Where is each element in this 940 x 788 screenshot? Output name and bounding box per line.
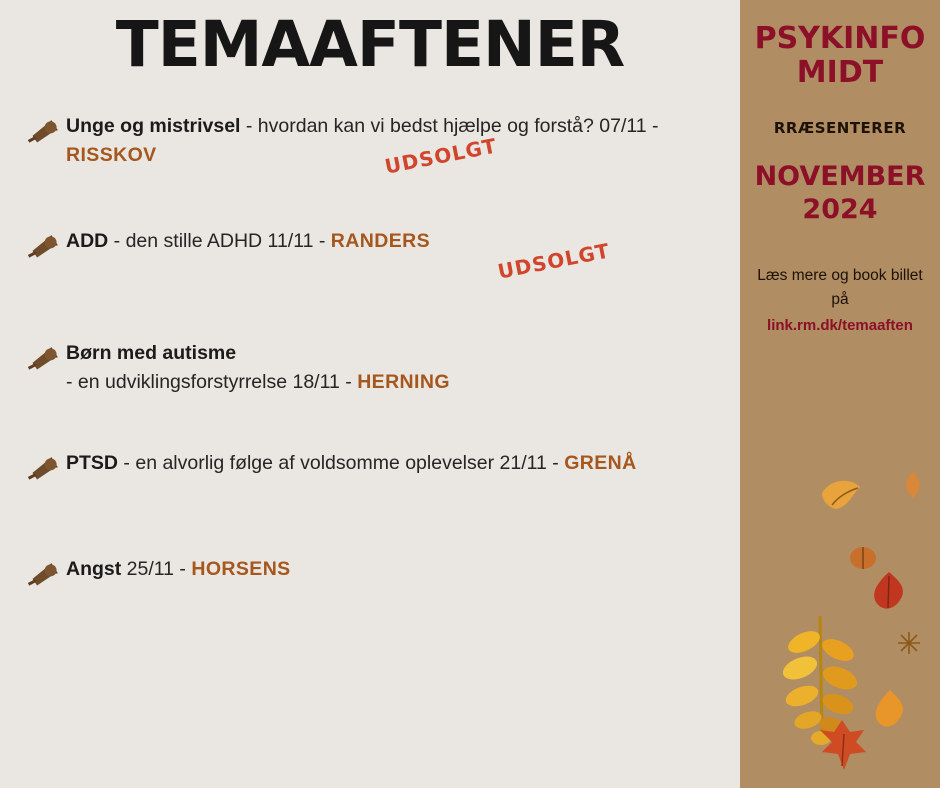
event-text (66, 339, 450, 398)
event-place: RISSKOV (66, 144, 157, 167)
brand-logo (740, 0, 940, 89)
event-title: Unge og mistrivsel (66, 115, 241, 138)
event-description: - en udviklingsforstyrrelse 18/11 - (66, 370, 358, 393)
year-label: 2024 (802, 193, 878, 225)
pushpin-icon (22, 453, 66, 485)
event-description: 25/11 - (121, 558, 192, 581)
list-item[interactable] (22, 449, 740, 503)
event-text (66, 449, 637, 478)
status-badge: UDSOLGT (382, 133, 499, 179)
status-badge: UDSOLGT (495, 238, 612, 284)
event-place: HORSENS (191, 558, 291, 581)
pushpin-icon (22, 559, 66, 591)
booking-info (740, 264, 940, 337)
list-item[interactable] (22, 555, 740, 609)
event-title: ADD (66, 229, 109, 252)
booking-link[interactable]: link.rm.dk/temaaften (767, 317, 913, 334)
date-block (740, 161, 940, 226)
event-title: Angst (66, 558, 122, 581)
leaf-decoration-icon (818, 475, 864, 517)
leaf-decoration-icon (896, 630, 922, 656)
page-title: TEMAAFTENER (115, 8, 625, 81)
leaf-decoration-icon (846, 540, 880, 574)
event-title: PTSD (66, 452, 119, 475)
pushpin-icon (22, 231, 66, 263)
leaf-decoration-icon (870, 688, 910, 732)
month-label: NOVEMBER (754, 161, 926, 193)
leaf-decoration-icon (900, 470, 926, 500)
leaf-decoration-icon (814, 716, 870, 774)
event-place: RANDERS (330, 229, 431, 252)
booking-text: Læs mere og book billet på (757, 266, 923, 308)
event-place: GRENÅ (564, 452, 637, 475)
event-title: Børn med autisme (66, 341, 237, 364)
list-item[interactable] (22, 227, 740, 284)
pushpin-icon (22, 343, 66, 375)
pushpin-icon (22, 116, 66, 148)
event-place: HERNING (357, 370, 450, 393)
list-item[interactable] (22, 112, 740, 179)
list-item[interactable] (22, 339, 740, 398)
event-description: - den stille ADHD 11/11 - (108, 229, 331, 252)
event-description: - en alvorlig følge af voldsomme oplevelser 21/11 - (118, 452, 565, 475)
leaf-decoration-icon (868, 570, 910, 614)
leaf-decoration-icon (774, 608, 866, 748)
sidebar (740, 0, 940, 788)
event-list (0, 112, 740, 609)
presents-label: RRÆSENTERER (773, 119, 907, 138)
event-description: - hvordan kan vi bedst hjælpe og forstå? 07/11 - (240, 115, 659, 138)
brand-line-1: PSYKINFO (754, 21, 926, 56)
event-text (66, 227, 430, 256)
event-text (66, 555, 291, 584)
brand-line-2: MIDT (796, 54, 884, 90)
